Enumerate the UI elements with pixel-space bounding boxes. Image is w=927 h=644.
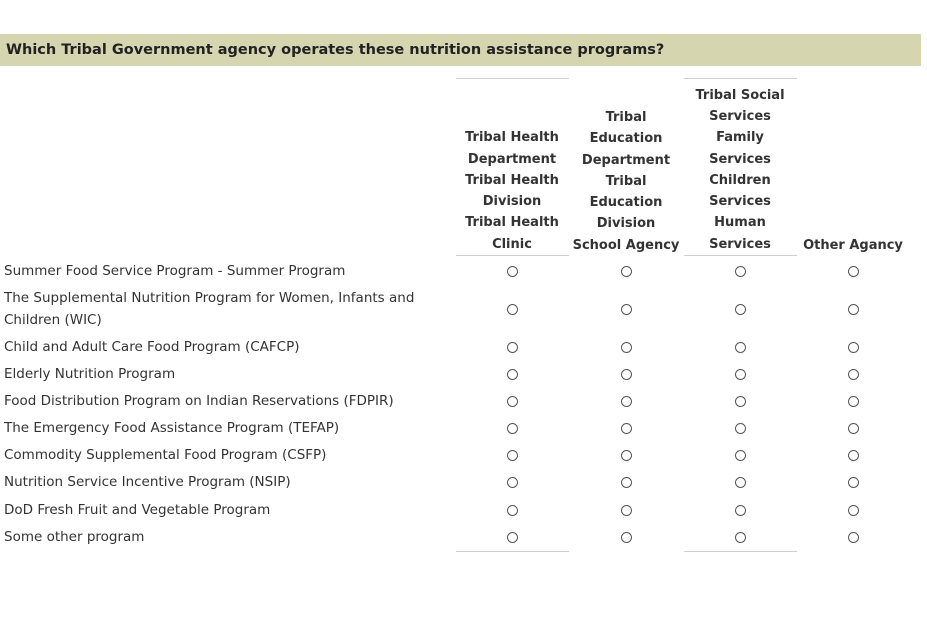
radio-health[interactable] bbox=[507, 369, 518, 380]
radio-social[interactable] bbox=[735, 304, 746, 315]
radio-social[interactable] bbox=[735, 505, 746, 516]
row-label: The Supplemental Nutrition Program for Women, Infants and Children (WIC) bbox=[4, 290, 415, 328]
radio-education[interactable] bbox=[621, 505, 632, 516]
radio-other[interactable] bbox=[848, 342, 859, 353]
question-header bbox=[0, 34, 921, 66]
column-bottom-divider bbox=[684, 551, 797, 552]
column-header-line: Human bbox=[714, 215, 766, 231]
column-header-social bbox=[684, 78, 797, 256]
column-bottom-divider bbox=[456, 551, 569, 552]
radio-education[interactable] bbox=[621, 304, 632, 315]
radio-other[interactable] bbox=[848, 505, 859, 516]
column-header-line: Services bbox=[709, 108, 771, 124]
column-header-line: Tribal bbox=[605, 109, 647, 125]
column-header-line: Department bbox=[581, 152, 671, 168]
radio-education[interactable] bbox=[621, 450, 632, 461]
radio-education[interactable] bbox=[621, 477, 632, 488]
column-header-line: Education bbox=[589, 195, 663, 211]
radio-social[interactable] bbox=[735, 477, 746, 488]
radio-health[interactable] bbox=[507, 266, 518, 277]
column-header-line: Division bbox=[482, 194, 542, 210]
radio-social[interactable] bbox=[735, 450, 746, 461]
radio-health[interactable] bbox=[507, 450, 518, 461]
radio-education[interactable] bbox=[621, 342, 632, 353]
radio-social[interactable] bbox=[735, 266, 746, 277]
radio-other[interactable] bbox=[848, 423, 859, 434]
radio-other[interactable] bbox=[848, 477, 859, 488]
column-header-line: Tribal Health bbox=[465, 130, 559, 146]
row-label: Commodity Supplemental Food Program (CSFP) bbox=[4, 447, 327, 463]
column-header-line: Services bbox=[709, 194, 771, 210]
radio-education[interactable] bbox=[621, 532, 632, 543]
radio-education[interactable] bbox=[621, 396, 632, 407]
row-label: DoD Fresh Fruit and Vegetable Program bbox=[4, 502, 271, 518]
row-label: Food Distribution Program on Indian Reservations (FDPIR) bbox=[4, 393, 394, 409]
radio-social[interactable] bbox=[735, 532, 746, 543]
column-header-line: Clinic bbox=[492, 236, 532, 252]
radio-social[interactable] bbox=[735, 423, 746, 434]
radio-other[interactable] bbox=[848, 450, 859, 461]
column-header-line: Division bbox=[596, 216, 656, 232]
radio-other[interactable] bbox=[848, 532, 859, 543]
radio-social[interactable] bbox=[735, 369, 746, 380]
column-header-line: Other Agancy bbox=[803, 237, 903, 253]
column-header-line: Tribal Health bbox=[465, 215, 559, 231]
row-label: Nutrition Service Incentive Program (NSIP) bbox=[4, 474, 291, 490]
row-label: The Emergency Food Assistance Program (TEFAP) bbox=[4, 420, 340, 436]
column-header-line: Tribal Social bbox=[695, 87, 785, 103]
radio-education[interactable] bbox=[621, 266, 632, 277]
radio-health[interactable] bbox=[507, 532, 518, 543]
column-header-health bbox=[456, 78, 569, 256]
radio-health[interactable] bbox=[507, 505, 518, 516]
column-header-line: Services bbox=[709, 236, 771, 252]
row-label: Child and Adult Care Food Program (CAFCP) bbox=[4, 339, 300, 355]
column-header-line: Family bbox=[716, 130, 764, 146]
radio-health[interactable] bbox=[507, 396, 518, 407]
column-header-line: Tribal bbox=[605, 173, 647, 189]
column-header-line: Services bbox=[709, 151, 771, 167]
row-label: Elderly Nutrition Program bbox=[4, 366, 176, 382]
row-label: Summer Food Service Program - Summer Program bbox=[4, 263, 346, 279]
column-header-line: School Agency bbox=[572, 237, 680, 253]
radio-social[interactable] bbox=[735, 396, 746, 407]
row-label: Some other program bbox=[4, 529, 145, 545]
column-header-education bbox=[570, 78, 683, 256]
radio-education[interactable] bbox=[621, 423, 632, 434]
question-text: Which Tribal Government agency operates these nutrition assistance programs? bbox=[6, 42, 665, 58]
column-header-line: Tribal Health bbox=[465, 172, 559, 188]
radio-social[interactable] bbox=[735, 342, 746, 353]
radio-health[interactable] bbox=[507, 304, 518, 315]
radio-other[interactable] bbox=[848, 304, 859, 315]
radio-health[interactable] bbox=[507, 342, 518, 353]
column-header-other bbox=[797, 226, 910, 256]
column-header-line: Education bbox=[589, 131, 663, 147]
radio-other[interactable] bbox=[848, 369, 859, 380]
radio-education[interactable] bbox=[621, 369, 632, 380]
column-header-line: Department bbox=[467, 151, 557, 167]
radio-health[interactable] bbox=[507, 423, 518, 434]
column-header-line: Children bbox=[709, 172, 771, 188]
radio-other[interactable] bbox=[848, 396, 859, 407]
radio-other[interactable] bbox=[848, 266, 859, 277]
radio-health[interactable] bbox=[507, 477, 518, 488]
